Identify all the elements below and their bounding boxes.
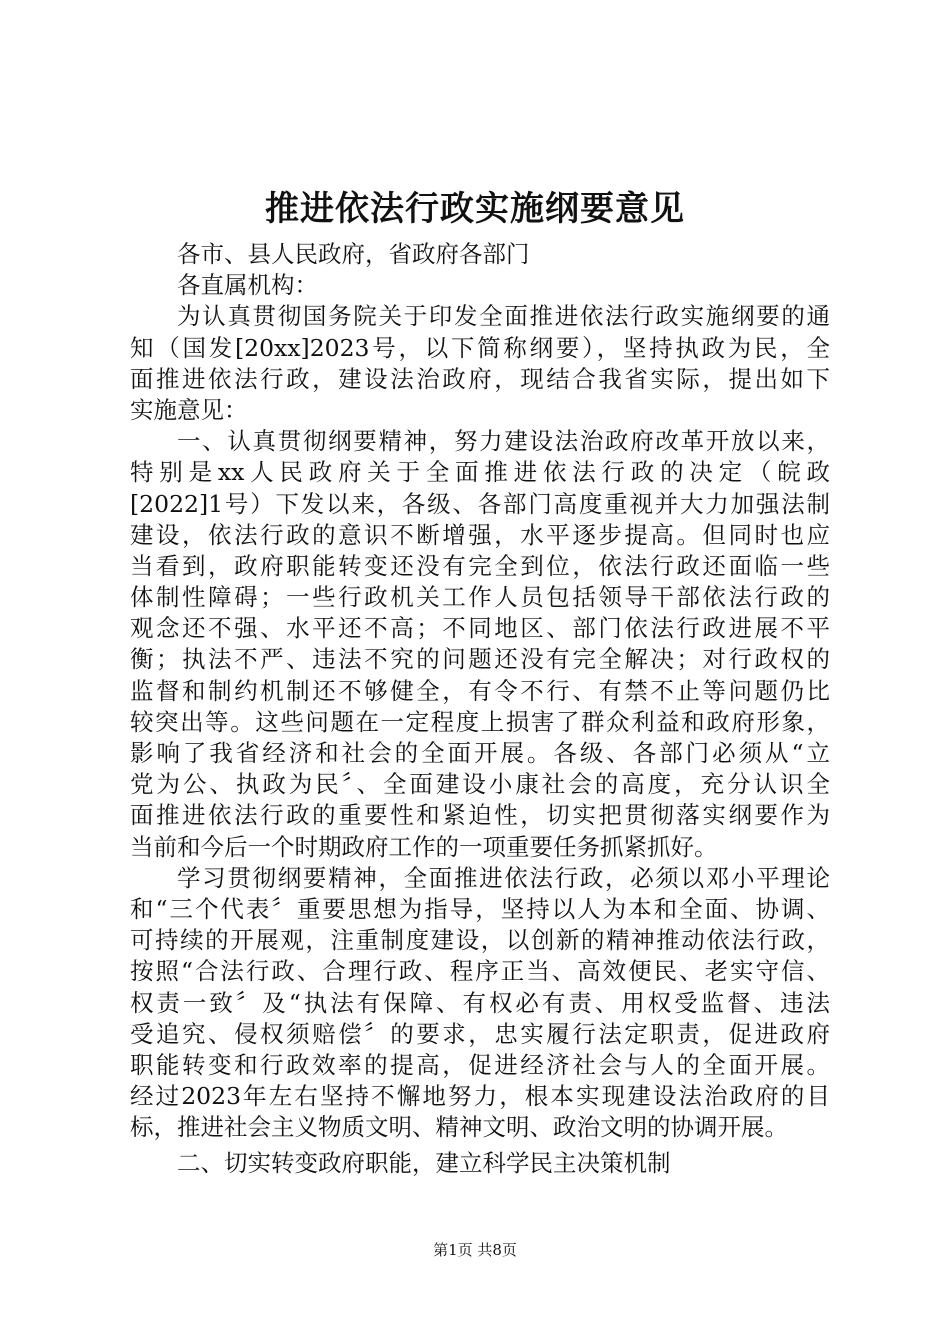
section1-line-14: 当前和今后一个时期政府工作的一项重要任务抓紧抓好。 (130, 832, 718, 861)
section1-line-9: 监督和制约机制还不够健全，有令不行、有禁不止等问题仍比 (130, 676, 830, 705)
document-body (130, 239, 830, 1143)
intro-line-1: 为认真贯彻国务院关于印发全面推进依法行政实施纲要的通 (177, 302, 830, 331)
section1-line-1: 一、认真贯彻纲要精神，努力建设法治政府改革开放以来， (177, 427, 830, 456)
section1b-line-5: 权责一致〞及“执法有保障、有权必有责、用权受监督、违法 (130, 988, 830, 1017)
section1-line-8: 衡；执法不严、违法不究的问题还没有完全解决；对行政权的 (130, 645, 830, 674)
section1-line-5: 当看到，政府职能转变还没有完全到位，依法行政还面临一些 (130, 551, 830, 580)
section1b-line-9: 标，推进社会主义物质文明、精神文明、政治文明的协调开展。 (130, 1113, 788, 1142)
section1b-line-6: 受追究、侵权须赔偿〞的要求，忠实履行法定职责，促进政府 (130, 1019, 830, 1048)
section1-line-10: 较突出等。这些问题在一定程度上损害了群众利益和政府形象， (130, 707, 830, 736)
section1b-line-7: 职能转变和行政效率的提高，促进经济社会与人的全面开展。 (130, 1050, 830, 1079)
section1-line-7: 观念还不强、水平还不高；不同地区、部门依法行政进展不平 (130, 614, 830, 643)
intro-line-3: 面推进依法行政，建设法治政府，现结合我省实际，提出如下 (130, 364, 830, 393)
salutation-line-2: 各直属机构： (177, 271, 318, 300)
intro-line-2: 知（国发[20xx]2023号，以下简称纲要），坚持执政为民，全 (130, 333, 830, 362)
section1-line-4: 建设，依法行政的意识不断增强，水平逐步提高。但同时也应 (130, 520, 830, 549)
salutation-line-1: 各市、县人民政府，省政府各部门 (177, 240, 530, 268)
section-heading: 二、切实转变政府职能，建立科学民主决策机制 (177, 1149, 671, 1177)
section1b-line-3: 可持续的开展观，注重制度建设，以创新的精神推动依法行政， (130, 926, 830, 955)
page-footer: 第1页 共8页 (433, 1241, 517, 1259)
section1-line-11: 影响了我省经济和社会的全面开展。各级、各部门必须从“立 (130, 739, 830, 767)
section1b-line-4: 按照“合法行政、合理行政、程序正当、高效便民、老实守信、 (130, 957, 830, 986)
intro-line-4: 实施意见： (130, 395, 248, 424)
section1b-line-8: 经过2023年左右坚持不懈地努力，根本实现建设法治政府的目 (130, 1082, 830, 1111)
document-title: 推进依法行政实施纲要意见 (265, 189, 685, 229)
section1b-line-2: 和“三个代表〞重要思想为指导，坚持以人为本和全面、协调、 (130, 894, 830, 923)
section1-line-13: 面推进依法行政的重要性和紧迫性，切实把贯彻落实纲要作为 (130, 801, 830, 830)
section1-line-6: 体制性障碍；一些行政机关工作人员包括领导干部依法行政的 (130, 583, 830, 612)
section1-line-2: 特别是xx人民政府关于全面推进依法行政的决定（皖政 (130, 458, 830, 487)
section1b-line-1: 学习贯彻纲要精神，全面推进依法行政，必须以邓小平理论 (177, 863, 830, 892)
section1-line-12: 党为公、执政为民〞、全面建设小康社会的高度，充分认识全 (130, 770, 830, 799)
section1-line-3: [2022]1号）下发以来，各级、各部门高度重视并大力加强法制 (130, 489, 830, 518)
